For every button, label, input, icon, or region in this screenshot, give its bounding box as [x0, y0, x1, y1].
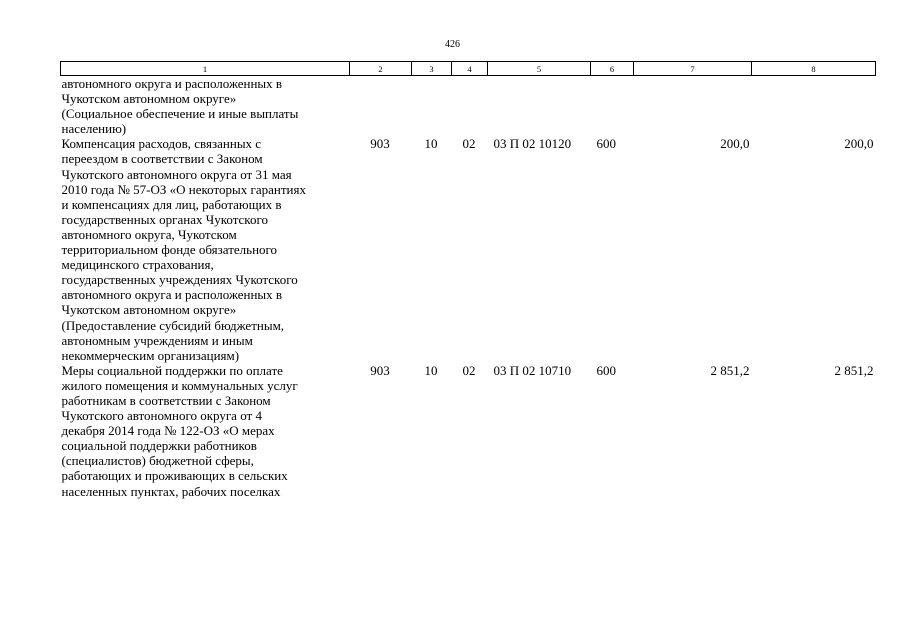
table-row [61, 363, 876, 499]
row-description: Меры социальной поддержки по оплате жилого помещения и коммунальных услуг работникам в соответствии с Законом Чукотского автономного округа от 4 декабря 2014 года № 122-ОЗ «О мерах социальной поддержки работников (специалистов) бюджетной сферы, работающих и проживающих в сельских населенных пунктах, рабочих поселках [61, 362, 298, 499]
row-description: автономного округа и расположенных в Чукотском автономном округе» (Социальное обеспечение и иные выплаты населению) [61, 76, 299, 137]
row-section [412, 76, 452, 137]
row-target-code: 03 П 02 10120 [493, 136, 572, 152]
row-amount-7 [634, 76, 752, 137]
column-header-2: 2 [350, 62, 412, 76]
row-amount-7: 2 851,2 [710, 362, 750, 378]
row-admin-code [350, 76, 412, 137]
budget-table [60, 61, 876, 499]
row-subsection: 02 [462, 136, 476, 152]
column-header-3: 3 [412, 62, 452, 76]
row-section: 10 [424, 362, 438, 378]
row-expense-type [591, 76, 634, 137]
row-amount-8 [752, 76, 876, 137]
row-expense-type: 600 [596, 136, 616, 152]
column-header-1: 1 [61, 62, 350, 76]
row-admin-code: 903 [370, 362, 390, 378]
column-header-6: 6 [591, 62, 634, 76]
column-header-4: 4 [452, 62, 488, 76]
column-header-8: 8 [752, 62, 876, 76]
table-row [61, 136, 876, 362]
row-target-code: 03 П 02 10710 [493, 362, 572, 378]
column-header-5: 5 [488, 62, 591, 76]
row-subsection [452, 76, 488, 137]
table-row [61, 76, 876, 137]
row-amount-7: 200,0 [720, 136, 750, 152]
row-admin-code: 903 [370, 136, 390, 152]
row-section: 10 [424, 136, 438, 152]
table-header-row [61, 62, 876, 76]
row-amount-8: 2 851,2 [834, 362, 874, 378]
row-target-code [488, 76, 591, 137]
page-number: 426 [445, 39, 460, 50]
column-header-7: 7 [634, 62, 752, 76]
row-subsection: 02 [462, 362, 476, 378]
row-amount-8: 200,0 [844, 136, 874, 152]
row-description: Компенсация расходов, связанных с переездом в соответствии с Законом Чукотского автономного округа от 31 мая 2010 года № 57-ОЗ «О некоторых гарантиях и компенсациях для лиц, работающих в государственных органах Чукотского автономного округа, Чукотском территориальном фонде обязательного медицинского страхования, государственных учреждениях Чукотского автономного округа и расположенных в Чукотском автономном округе» (Предоставление субсидий бюджетным, автономным учреждениям и иным некоммерческим организациям) [61, 136, 306, 363]
row-expense-type: 600 [596, 362, 616, 378]
